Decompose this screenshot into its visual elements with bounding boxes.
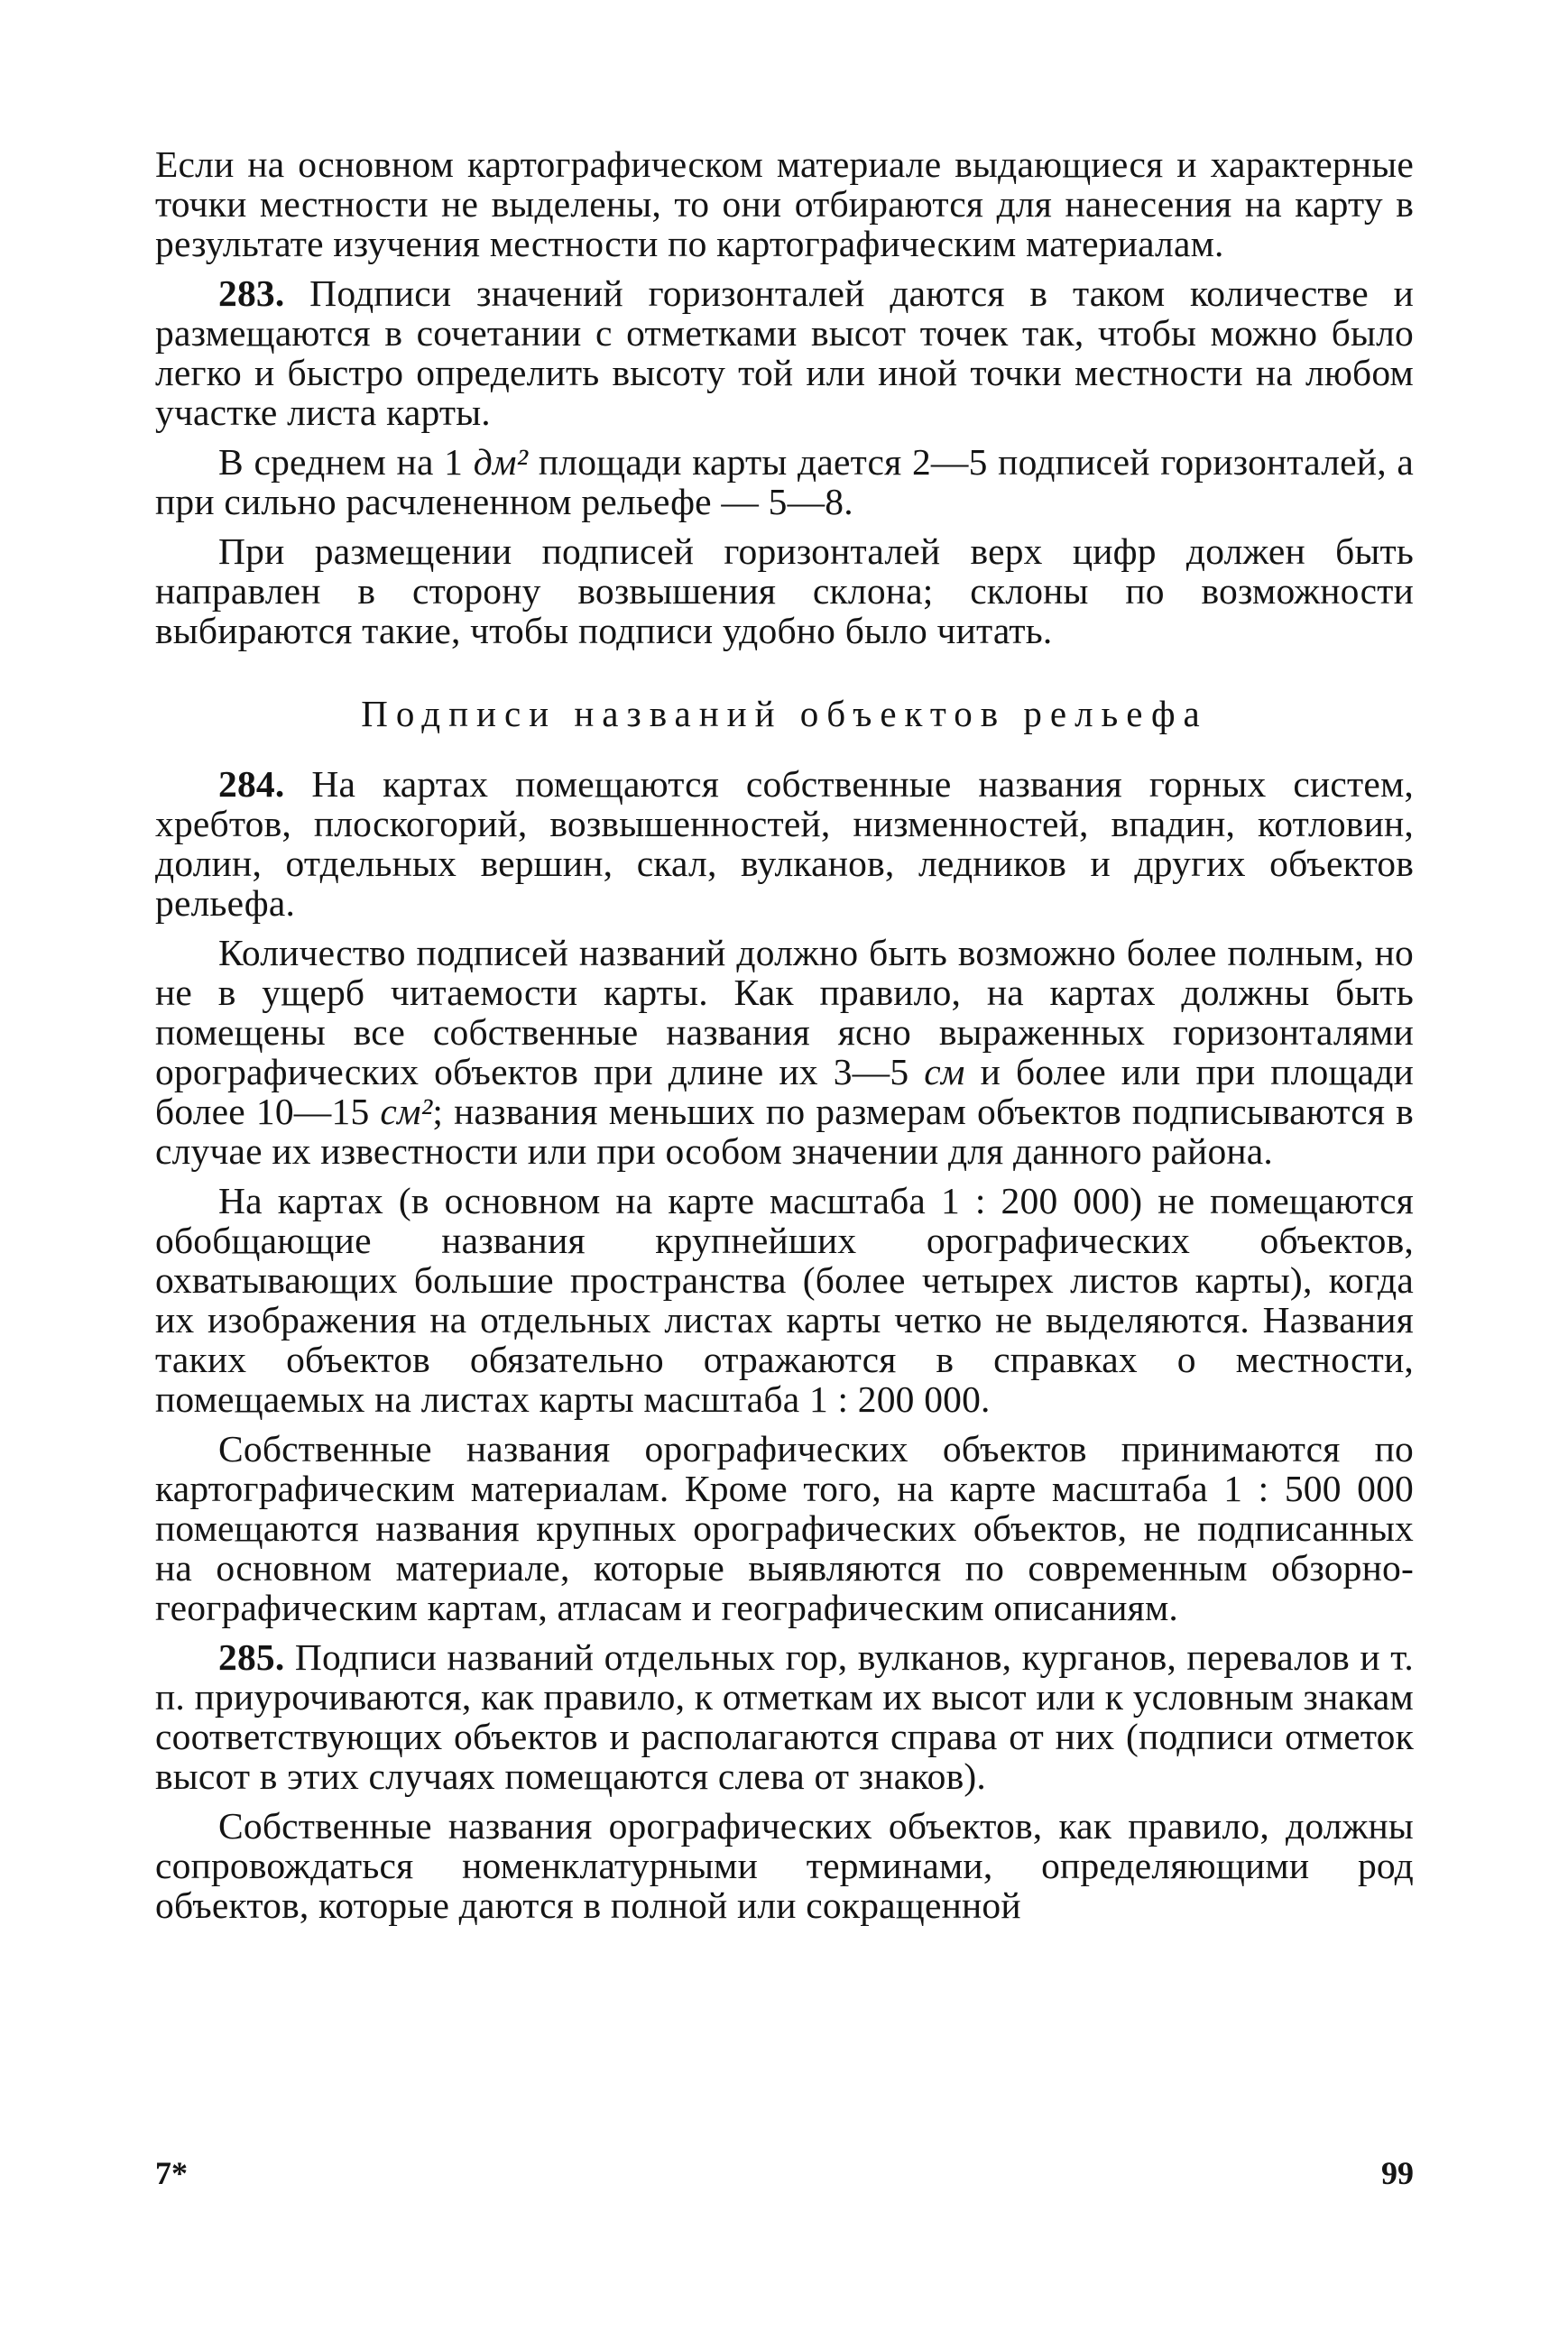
paragraph-283: 283. Подписи значений горизонталей даются в таком количестве и размещаются в сочетании с отметками высот точек так, чтобы можно было легко и быстро определить высоту той или иной точки местности на любом участке листа карты. <box>155 272 1414 433</box>
page-number: 99 <box>1381 2155 1414 2191</box>
printer-signature: 7* <box>155 2155 188 2191</box>
paragraph-285: 285. Подписи названий отдельных гор, вулканов, курганов, перевалов и т. п. приурочиваются, как правило, к отметкам их высот или к условным знакам соответствующих объектов и располагаются справа от них (подписи отметок высот в этих случаях помещаются слева от знаков). <box>155 1636 1414 1797</box>
section-heading: Подписи названий объектов рельефа <box>361 693 1208 734</box>
paragraph-nomenclature-terms: Собственные названия орографических объектов, как правило, должны сопровождаться номенклатурными терминами, определяющими род объектов, которые даются в полной или сокращенной <box>155 1805 1414 1926</box>
section-number-285: 285. <box>218 1636 285 1678</box>
paragraph-name-sources: Собственные названия орографических объектов принимаются по картографическим материалам. Кроме того, на карте масштаба 1 : 500 000 помещаются названия крупных орографических объектов, не подписанных на основном материале, которые выявляются по современным обзорно-географическим картам, атласам и географическим описаниям. <box>155 1428 1414 1628</box>
paragraph-name-count: Количество подписей названий должно быть возможно более полным, но не в ущерб читаемости карты. Как правило, на картах должны быть помещены все собственные названия ясно выраженных горизонталями орографических объектов при длине их 3—5 см и более или при площади более 10—15 см²; названия меньших по размерам объектов подписываются в случае их известности или при особом значении для данного района. <box>155 932 1415 1172</box>
paragraph-contour-orientation: При размещении подписей горизонталей верх цифр должен быть направлен в сторону возвышения склона; склоны по возможности выбираются такие, чтобы подписи удобно было читать. <box>155 530 1414 651</box>
paragraph-contour-density: В среднем на 1 дм² площади карты дается 2—5 подписей горизонталей, а при сильно расчлененном рельефе — 5—8. <box>155 441 1414 522</box>
paragraph-generalized-names: На картах (в основном на карте масштаба 1 : 200 000) не помещаются обобщающие названия крупнейших орографических объектов, охватывающих большие пространства (более четырех листов карты), когда их изображения на отдельных листах карты четко не выделяются. Названия таких объектов обязательно отражаются в справках о местности, помещаемых на листах карты масштаба 1 : 200 000. <box>155 1180 1414 1420</box>
section-number-283: 283. <box>218 272 285 314</box>
paragraph-intro: Если на основном картографическом материале выдающиеся и характерные точки местности не выделены, то они отбираются для нанесения на карту в результате изучения местности по картографическим материалам. <box>155 143 1414 264</box>
paragraph-284: 284. На картах помещаются собственные названия горных систем, хребтов, плоскогорий, возвышенностей, низменностей, впадин, котловин, долин, отдельных вершин, скал, вулканов, ледников и других объектов рельефа. <box>155 763 1414 924</box>
section-number-284: 284. <box>218 763 285 805</box>
page-body <box>155 144 1414 2219</box>
page-footer <box>155 2154 1414 2199</box>
